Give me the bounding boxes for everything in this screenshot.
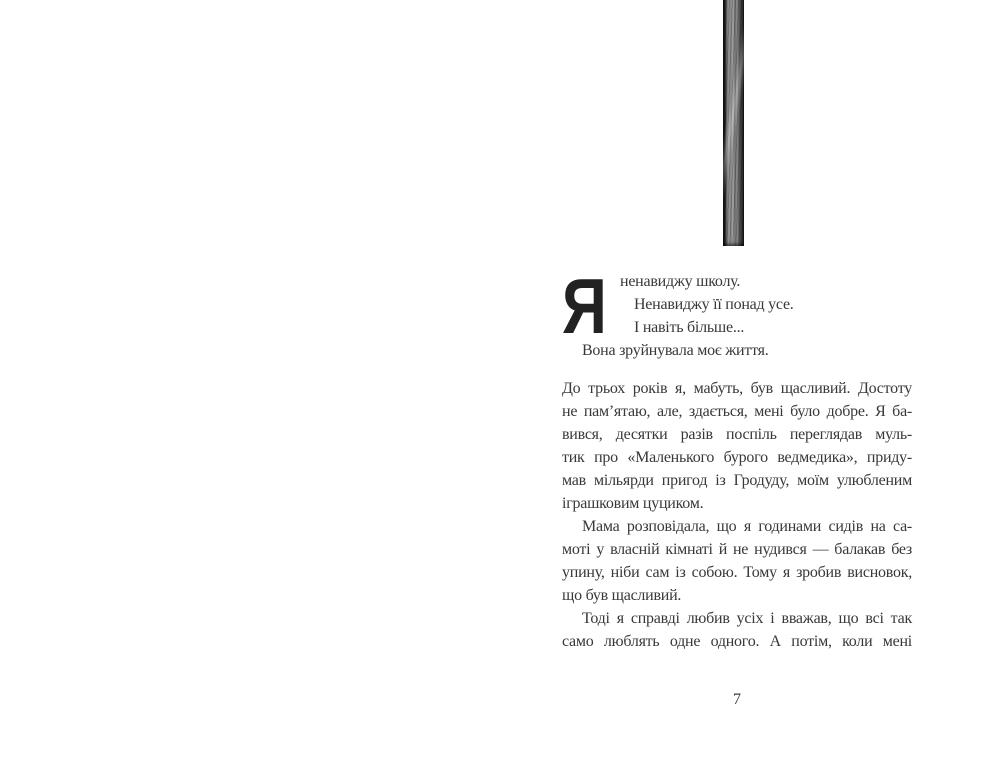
- paragraph: [562, 607, 912, 653]
- text-line: Мама розповідала, що я годинами сидів на са-: [582, 518, 912, 535]
- text-line: І навіть більше...: [634, 319, 745, 336]
- text-line: упину, ніби сам із собою. Тому я зробив висновок,: [562, 564, 912, 581]
- text-line: Вона зруйнувала моє життя.: [582, 342, 769, 359]
- text-line: вився, десятки разів поспіль переглядав муль-: [562, 426, 912, 443]
- text-line: ненавиджу школу.: [620, 273, 741, 290]
- paragraph: [562, 515, 912, 607]
- text-line: До трьох років я, мабуть, був щасливий. Достоту: [562, 380, 912, 397]
- text-line: не пам’ятаю, але, здається, мені було добре. Я ба-: [562, 403, 912, 420]
- text-column: [562, 262, 912, 653]
- text-line: мав мільярди пригод із Гродуду, моїм улюбленим: [562, 472, 912, 489]
- paragraph: [562, 377, 912, 515]
- text-line: що був щасливий.: [562, 587, 682, 604]
- text-line: Тоді я справді любив усіх і вважав, що всі так: [582, 610, 912, 627]
- text-line: само люблять одне одного. А потім, коли мені: [562, 633, 912, 650]
- text-line: моті у власній кімнаті й не нудився — балакав без: [562, 541, 912, 558]
- opening-paragraphs: [562, 262, 912, 362]
- wooden-pole-illustration: [723, 0, 744, 246]
- text-line: тик про «Маленького бурого ведмедика», приду-: [562, 449, 912, 466]
- text-line: Ненавиджу її понад усе.: [634, 296, 794, 313]
- text-line: іграшковим цуциком.: [562, 495, 704, 512]
- page-number: 7: [733, 691, 741, 708]
- drop-cap: Я: [562, 262, 607, 350]
